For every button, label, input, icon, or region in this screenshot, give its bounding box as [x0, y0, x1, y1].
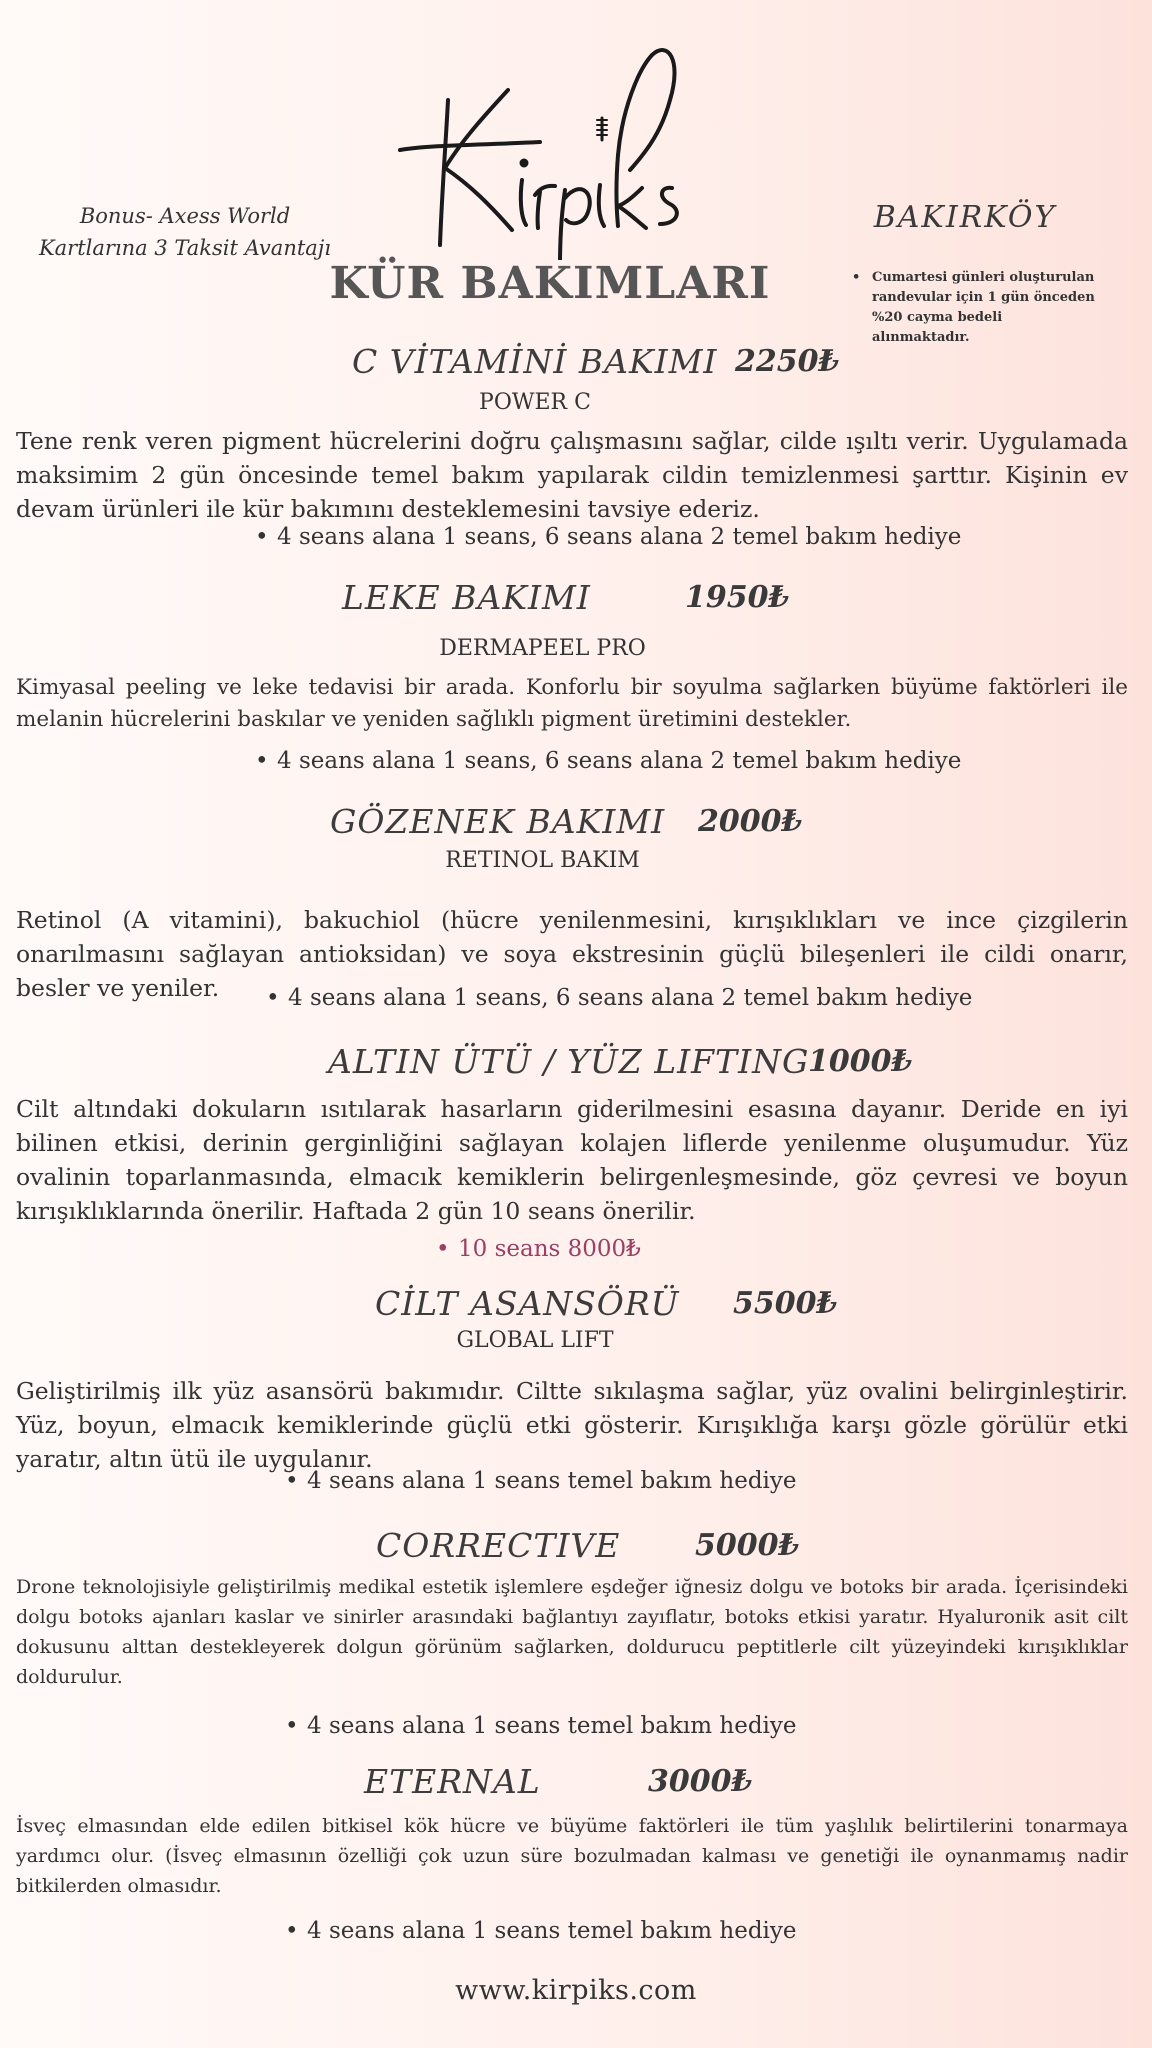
- section-description: Retinol (A vitamini), bakuchiol (hücre yenilenmesini, kırışıklıkları ve ince çizgilerin onarılmasını sağlayan antioksidan) ve soya ekstresinin güçlü bileşenleri ile cildi onarır, besler ve yeniler.: [16, 906, 1128, 1002]
- cancellation-notice: [852, 268, 1097, 348]
- offer-text: 4 seans alana 1 seans temel bakım hediye: [307, 1713, 797, 1739]
- bonus-line-1: Bonus- Axess World: [79, 204, 291, 228]
- notice-text: Cumartesi günleri oluşturulan randevular için 1 gün önceden %20 cayma bedeli alınmaktadır.: [872, 270, 1095, 345]
- section-offer: [266, 985, 972, 1011]
- offer-text: 4 seans alana 1 seans, 6 seans alana 2 temel bakım hediye: [277, 524, 962, 550]
- offer-text: 10 seans 8000₺: [458, 1236, 641, 1262]
- section-price: 2000₺: [698, 804, 803, 839]
- section-title: LEKE BAKIMI: [342, 578, 591, 617]
- section-price: 1000₺: [808, 1044, 913, 1079]
- section-price: 5500₺: [733, 1286, 838, 1321]
- section-offer: [436, 1236, 641, 1262]
- section-subtitle: POWER C: [479, 390, 591, 415]
- bonus-offer: [20, 200, 350, 264]
- offer-bullet: •: [285, 1918, 299, 1944]
- notice-bullet: •: [852, 270, 861, 285]
- website-link[interactable]: www.kirpiks.com: [455, 1975, 697, 2006]
- section-offer: [285, 1918, 797, 1944]
- section-description: Kimyasal peeling ve leke tedavisi bir arada. Konforlu bir soyulma sağlarken büyüme faktörleri ile melanin hücrelerini baskılar ve yeniden sağlıklı pigment üretimini destekler.: [16, 675, 1128, 732]
- section-title: ALTIN ÜTÜ / YÜZ LIFTING: [328, 1042, 810, 1081]
- section-price: 3000₺: [648, 1764, 753, 1799]
- section-offer: [285, 1468, 797, 1494]
- offer-bullet: •: [285, 1713, 299, 1739]
- offer-bullet: •: [436, 1236, 450, 1262]
- bonus-line-2: Kartlarına 3 Taksit Avantajı: [38, 236, 332, 260]
- section-description: Tene renk veren pigment hücrelerini doğru çalışmasını sağlar, cilde ışıltı verir. Uygulamada maksimim 2 gün öncesinde temel bakım yapılarak cildin temizlenmesi şarttır. Kişinin ev devam ürünleri ile kür bakımını desteklemesini tavsiye ederiz.: [16, 427, 1128, 523]
- section-title: ETERNAL: [364, 1762, 541, 1801]
- section-offer: [285, 1713, 797, 1739]
- section-subtitle: DERMAPEEL PRO: [439, 636, 646, 661]
- section-title: CİLT ASANSÖRÜ: [375, 1284, 680, 1323]
- offer-text: 4 seans alana 1 seans, 6 seans alana 2 temel bakım hediye: [277, 748, 962, 774]
- section-offer: [255, 748, 961, 774]
- offer-bullet: •: [266, 985, 280, 1011]
- section-title: CORRECTIVE: [376, 1526, 621, 1565]
- section-price: 5000₺: [695, 1528, 800, 1563]
- offer-text: 4 seans alana 1 seans temel bakım hediye: [307, 1918, 797, 1944]
- section-price: 2250₺: [735, 344, 840, 379]
- offer-text: 4 seans alana 1 seans, 6 seans alana 2 temel bakım hediye: [288, 985, 973, 1011]
- section-description: Geliştirilmiş ilk yüz asansörü bakımıdır. Ciltte sıkılaşma sağlar, yüz ovalini belirginleştirir. Yüz, boyun, elmacık kemiklerinde güçlü etki gösterir. Kırışıklığa karşı gözle görülür etki yaratır, altın ütü ile uygulanır.: [16, 1377, 1128, 1473]
- offer-bullet: •: [285, 1468, 299, 1494]
- page-title: KÜR BAKIMLARI: [329, 258, 771, 309]
- section-offer: [255, 524, 961, 550]
- section-title: C VİTAMİNİ BAKIMI: [352, 342, 718, 381]
- kirpiks-logo: [390, 20, 690, 260]
- section-price: 1950₺: [685, 580, 790, 615]
- section-subtitle: GLOBAL LIFT: [456, 1328, 614, 1353]
- offer-bullet: •: [255, 748, 269, 774]
- branch-name: BAKIRKÖY: [873, 200, 1057, 235]
- section-description: İsveç elmasından elde edilen bitkisel kök hücre ve büyüme faktörleri ile tüm yaşlılık belirtilerini tonarmaya yardımcı olur. (İsveç elmasının özelliği çok uzun süre bozulmadan kalması ve genetiği ile oynanmamış nadir bitkilerden olmasıdır.: [16, 1815, 1128, 1897]
- offer-text: 4 seans alana 1 seans temel bakım hediye: [307, 1468, 797, 1494]
- section-subtitle: RETINOL BAKIM: [445, 848, 640, 873]
- section-description: Cilt altındaki dokuların ısıtılarak hasarların giderilmesini esasına dayanır. Deride en iyi bilinen etkisi, derinin gerginliğini sağlayan kolajen liflerde yenilenme oluşumudur. Yüz ovalinin toparlanmasında, elmacık kemiklerin belirgenleşmesinde, göz çevresi ve boyun kırışıklıklarında önerilir. Haftada 2 gün 10 seans önerilir.: [16, 1095, 1128, 1225]
- section-title: GÖZENEK BAKIMI: [330, 802, 666, 841]
- offer-bullet: •: [255, 524, 269, 550]
- section-description: Drone teknolojisiyle geliştirilmiş medikal estetik işlemlere eşdeğer iğnesiz dolgu ve botoks bir arada. İçerisindeki dolgu botoks ajanları kaslar ve sinirler arasındaki bağlantıyı zayıflatır, botoks etkisi yaratır. Hyaluronik asit cilt dokusunu alttan destekleyerek dolgun görünüm sağlarken, doldurucu peptitlerle cilt yüzeyindeki kırışıklıklar doldurulur.: [16, 1576, 1128, 1688]
